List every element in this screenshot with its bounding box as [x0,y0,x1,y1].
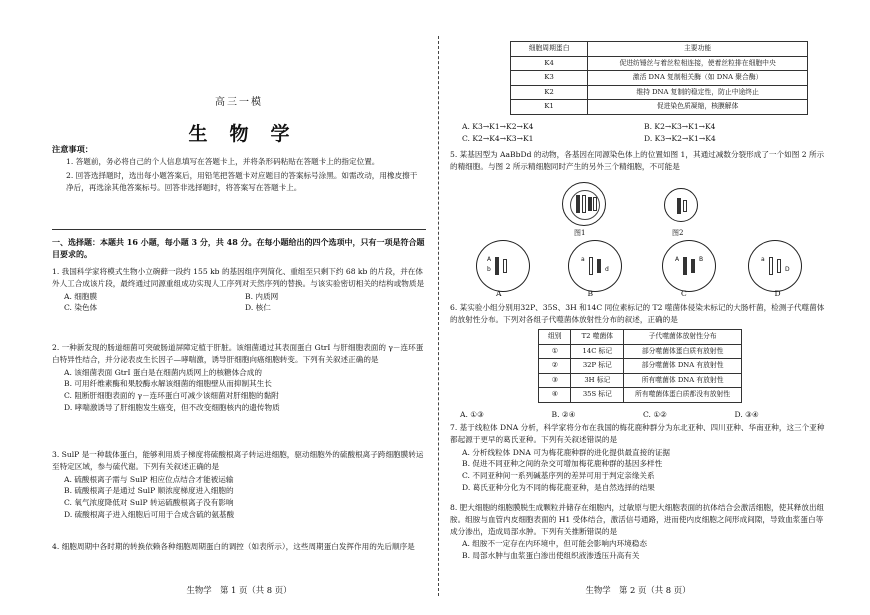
table-cell: 所有噬菌体蛋白质都没有放射性 [624,388,742,403]
table-row [511,71,808,86]
table-cell: K2 [511,85,588,100]
table-row [539,344,742,359]
divider [52,229,426,230]
option-row [52,291,426,303]
notice-list [66,156,424,195]
table-cell: 促进染色质凝缩，核膜解体 [588,100,808,115]
option-label: B [587,289,594,298]
question-3 [52,449,426,521]
option[interactable]: B. ②④ [551,410,576,419]
option-label: C [681,289,687,298]
question-stem: 2. 一种新发现的肠道细菌可突破肠道屏障定植于肝脏。该细菌通过其表面蛋白 GtrI 与肝细胞表面的 γ－连环蛋白特异性结合，并分泌表皮生长因子—哮喘激，诱导肝细胞向癌细胞转变。下列有关叙述正确的是 [52,343,424,364]
question-stem: 3. SulP 是一种载体蛋白，能够利用质子梯度将硫酸根离子转运进细胞，驱动细胞外的硫酸根离子跨细胞膜转运至特定区域，参与硫代谢。下列有关叙述正确的是 [52,450,424,471]
table-cell: ④ [539,388,571,403]
question-1 [52,266,426,314]
question-8 [450,502,826,562]
table-row [511,56,808,71]
option[interactable]: A. K3→K1→K2→K4 [462,122,534,131]
table-row [539,359,742,374]
table-row [511,85,808,100]
option-label: A [496,289,502,298]
table-cell: 3H 标记 [571,373,624,388]
option[interactable]: A. 硫酸根离子需与 SulP 相应位点结合才能被运输 [64,474,234,484]
option[interactable]: D. K3→K2→K1→K4 [644,133,716,143]
table-cell: K4 [511,56,588,71]
cell-figure-1 [562,182,606,226]
option[interactable]: A. 细胞膜 [64,291,98,301]
table-header: 组别 [539,330,571,345]
option-row [52,302,426,314]
option[interactable]: A. 组胺不一定存在内环境中，但可能会影响内环境稳态 [462,539,647,549]
table-cell: 部分噬菌体 DNA 有放射性 [624,359,742,374]
question-2 [52,342,426,414]
option[interactable]: B. 促进不同亚种之间的杂交可增加梅花鹿种群的基因多样性 [462,459,663,469]
table-cell: K1 [511,100,588,115]
question-4 [52,541,426,554]
option[interactable]: D. 核仁 [245,303,271,313]
table-header: 子代噬菌体放射性分布 [624,330,742,345]
option[interactable]: B. 局部水肿与血浆蛋白渗出使组织液渗透压升高有关 [462,551,640,561]
table-cell: 14C 标记 [571,344,624,359]
option[interactable]: A. 分析线粒体 DNA 可为梅花鹿种群的进化提供最直接的证据 [462,447,671,457]
table-row [539,388,742,403]
option-row [450,409,826,421]
table-row [539,373,742,388]
option-cell-a[interactable]: A b [476,240,530,292]
option[interactable]: B. K2→K3→K1→K4 [644,122,716,131]
option-cell-c[interactable]: A B [662,240,716,292]
question-stem: 8. 肥大细胞的细胞膜脱生成颗粒并储存在细胞内，过敏原与肥大细胞表面的抗体结合会激活细胞，使其释放出组胺。组胺与血管内皮细胞表面的 H1 受体结合，激活信号通路，进而使内皮细胞之间形成间隙，导致血浆蛋白等成分渗出，造成局部水肿。下列有关推断错误的是 [450,503,825,536]
figure-caption: 图2 [672,229,684,237]
page-divider [438,36,439,596]
table-header-row [539,330,742,345]
exam-label: 高三一模 [215,97,263,108]
table-cell: 维持 DNA 复制的稳定性，防止中途终止 [588,85,808,100]
table-header-row [511,42,808,57]
table-cell: 所有噬菌体 DNA 有放射性 [624,373,742,388]
question-5 [450,149,826,174]
option[interactable]: C. 染色体 [64,303,98,313]
option[interactable]: D. ③④ [734,410,759,419]
table-header: 主要功能 [588,42,808,57]
option-cell-d[interactable]: a D [748,240,802,292]
question-stem: 6. 某实验小组分别用32P、35S、3H 和14C 同位素标记的 T2 噬菌体侵染未标记的大肠杆菌，检测子代噬菌体的放射性分布。下列对各组子代噬菌体放射性分布的叙述，正确的是 [450,303,825,324]
question-stem: 5. 某基因型为 AaBbDd 的动物，各基因在同源染色体上的位置如图 1，其通过减数分裂形成了一个如图 2 所示的精细胞。与图 2 所示精细胞同时产生的另外三个精细胞，不可能是 [450,150,825,171]
option[interactable]: D. 哮喘激诱导了肝细胞发生癌变，但不改变细胞核内的遗传物质 [64,402,280,412]
table-cell: 促进纺锤丝与着丝粒相连接，使着丝粒排在细胞中央 [588,56,808,71]
option[interactable]: A. 该细菌表面 GtrI 蛋白是在细菌内质网上的核糖体合成的 [64,367,262,377]
page-1 [52,0,426,615]
option[interactable]: C. 氧气浓度降低对 SulP 转运硫酸根离子没有影响 [64,498,234,508]
page-footer: 生物学 第 2 页（共 8 页） [585,585,691,595]
option[interactable]: C. 不同亚种间一系列碱基序列的差异可用于判定亲缘关系 [462,471,655,481]
notice-item: 1. 答题前，务必将自己的个人信息填写在答题卡上，并将条形码粘贴在答题卡上的指定位置。 [66,157,380,166]
page-2 [450,0,826,615]
option[interactable]: D. 硫酸根离子进入细胞后可用于合成含硫的氨基酸 [64,509,235,519]
section-heading: 一、选择题：本题共 16 小题，每小题 3 分，共 48 分。在每小题给出的四个选项中，只有一项是符合题目要求的。 [52,237,425,260]
table-header: 细胞周期蛋白 [511,42,588,57]
table-cell: 32P 标记 [571,359,624,374]
option[interactable]: B. 内质网 [245,291,279,301]
option[interactable]: A. ①③ [460,410,484,419]
option[interactable]: C. ①② [643,410,667,419]
question-stem: 4. 细胞周期中各时期的转换依赖各种细胞周期蛋白的调控（如表所示），这些周期蛋白发挥作用的先后顺序是 [52,542,415,551]
option-cell-b[interactable]: a d [568,240,622,292]
option[interactable]: B. 可用纤维素酶和果胶酶水解该细菌的细胞壁从而抑制其生长 [64,379,272,389]
table-cell: 部分噬菌体蛋白质有放射性 [624,344,742,359]
table-cell: ③ [539,373,571,388]
option-row [450,121,826,133]
page-title: 生物学 [188,123,312,145]
question-4-options [450,121,826,145]
notice-heading: 注意事项： [52,144,93,154]
option[interactable]: C. K2→K4→K3→K1 [462,133,534,143]
figure-caption: 图1 [574,229,586,237]
table-cell: 35S 标记 [571,388,624,403]
table-cell: 激活 DNA 复制相关酶（如 DNA 聚合酶） [588,71,808,86]
option[interactable]: B. 硫酸根离子是通过 SulP 顺浓度梯度进入细胞的 [64,486,234,496]
question-7 [450,422,826,494]
table-row [511,100,808,115]
option[interactable]: D. 葛氏亚种分化为不同的梅花鹿亚种，是自然选择的结果 [462,482,655,492]
cell-figure-2 [664,188,698,222]
table-cell: K3 [511,71,588,86]
option-row [450,133,826,145]
table-header: T2 噬菌体 [571,330,624,345]
table-cell: ② [539,359,571,374]
question-5-figure [450,182,826,302]
question-stem: 1. 我国科学家将模式生物小立碗藓一段约 155 kb 的基因组序列简化、重组至只剩下约 68 kb 的片段，并在体外人工合成该片段，最终通过同源重组成功实现人工序列对天然序列的替换。与该实验密切相关的结构或物质是 [52,267,425,288]
page-footer: 生物学 第 1 页（共 8 页） [186,585,292,595]
table-cell: ① [539,344,571,359]
question-stem: 7. 基于线粒体 DNA 分析，科学家将分布在我国的梅花鹿种群分为东北亚种、四川亚种、华南亚种，这三个亚种都起源于更早的葛氏亚种。下列有关叙述错误的是 [450,423,825,444]
phage-table [538,329,742,403]
notice-item: 2. 回答选择题时，选出每小题答案后，用铅笔把答题卡对应题目的答案标号涂黑。如需改动，用橡皮擦干净后，再选涂其他答案标号。回答非选择题时，将答案写在答题卡上。 [66,170,418,192]
question-6 [450,302,826,327]
option[interactable]: C. 阻断肝细胞表面的 γ－连环蛋白可减少该细菌对肝细胞的黏附 [64,391,279,401]
option-label: D [774,289,781,298]
option-cell-labels [450,288,826,300]
cyclin-table [510,41,808,115]
